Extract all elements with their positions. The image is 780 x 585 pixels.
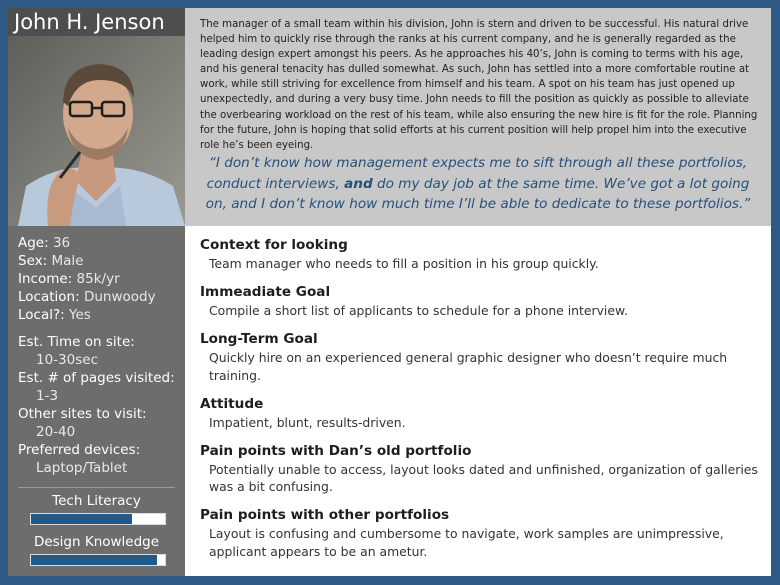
section-immediate-goal [200,283,765,320]
section-pain-points-other-portfolios [200,506,765,560]
section-body: Impatient, blunt, results-driven. [209,414,406,430]
persona-card [8,8,771,576]
stat-time-label: Est. Time on site: [18,334,135,350]
tech-literacy-label: Tech Literacy [52,493,141,509]
stat-devices-value: Laptop/Tablet [36,460,128,476]
persona-name: John H. Jenson [8,8,185,36]
tech-literacy-meter [30,513,166,525]
section-pain-points-old-portfolio [200,442,765,496]
portrait-illustration [8,36,185,226]
design-knowledge-meter [30,554,166,566]
design-knowledge-label: Design Knowledge [33,534,160,550]
stat-sites-value: 20-40 [36,424,76,440]
section-body: Potentially unable to access, layout looks dated and unfinished, organization of galleries was a bit confusing. [209,461,758,494]
meter-divider [18,487,175,488]
section-title: Immeadiate Goal [200,284,331,300]
bio-text: The manager of a small team within his division, John is stern and driven to be successful. His natural drive helped him to quickly rise through the ranks at his current company, and he is generally regarded as the leading design expert amongst his peers. As he approaches his 40’s, John is coming to terms with his age, and his general tenacity has dulled somewhat. As such, John has settled into a more comfortable routine at work, while still striving for excellence from himself and his team. A spot on his team has just opened up unexpectedly, and during a very busy time. John needs to fill the position as quickly as possible to alleviate the overbearing workload on the rest of his team, while also ensuring the new hire is fit for the role. Planning for the future, John is hoping that solid efforts at his current position will help propel him into the executive role he’s been eyeing. [200,19,758,151]
persona-details [200,236,765,571]
stat-sites-label: Other sites to visit: [18,406,147,422]
profile-sidebar [8,8,185,576]
stat-pages-value: 1-3 [36,388,59,404]
section-title: Attitude [200,395,264,412]
tech-literacy-fill [31,514,132,524]
section-attitude [200,395,765,432]
section-title: Long-Term Goal [200,331,318,347]
section-title: Context for looking [200,237,348,253]
persona-photo [8,36,185,226]
stat-devices-label: Preferred devices: [18,442,141,458]
design-knowledge-fill [31,555,157,565]
bio-panel [185,8,771,226]
section-body: Team manager who needs to fill a position in his group quickly. [209,256,599,271]
stat-sex: Sex: Male [18,253,84,269]
section-body: Quickly hire on an experienced general graphic designer who doesn’t require much training. [209,350,728,383]
section-long-term-goal [200,330,765,384]
section-body: Layout is confusing and cumbersome to navigate, work samples are unimpressive, applicant appears to be an ametur. [209,526,724,559]
stat-pages-label: Est. # of pages visited: [18,370,175,386]
stat-age: Age: 36 [18,235,71,251]
stat-income: Income: 85k/yr [18,271,120,287]
persona-quote: “I don’t know how management expects me to sift through all these portfolios, conduct interviews, and do my day job at the same time. We’ve got a lot going on, and I don’t know how much time I’ll be able to dedicate to these portfolios.” [205,155,751,212]
section-title: Pain points with Dan’s old portfolio [200,442,472,459]
section-context [200,236,765,273]
persona-stats [18,234,183,477]
stat-location: Location: Dunwoody [18,289,156,305]
section-body: Compile a short list of applicants to schedule for a phone interview. [209,303,628,318]
stat-local: Local?: Yes [18,307,91,323]
stat-time-value: 10-30sec [36,352,98,368]
section-title: Pain points with other portfolios [200,507,450,523]
